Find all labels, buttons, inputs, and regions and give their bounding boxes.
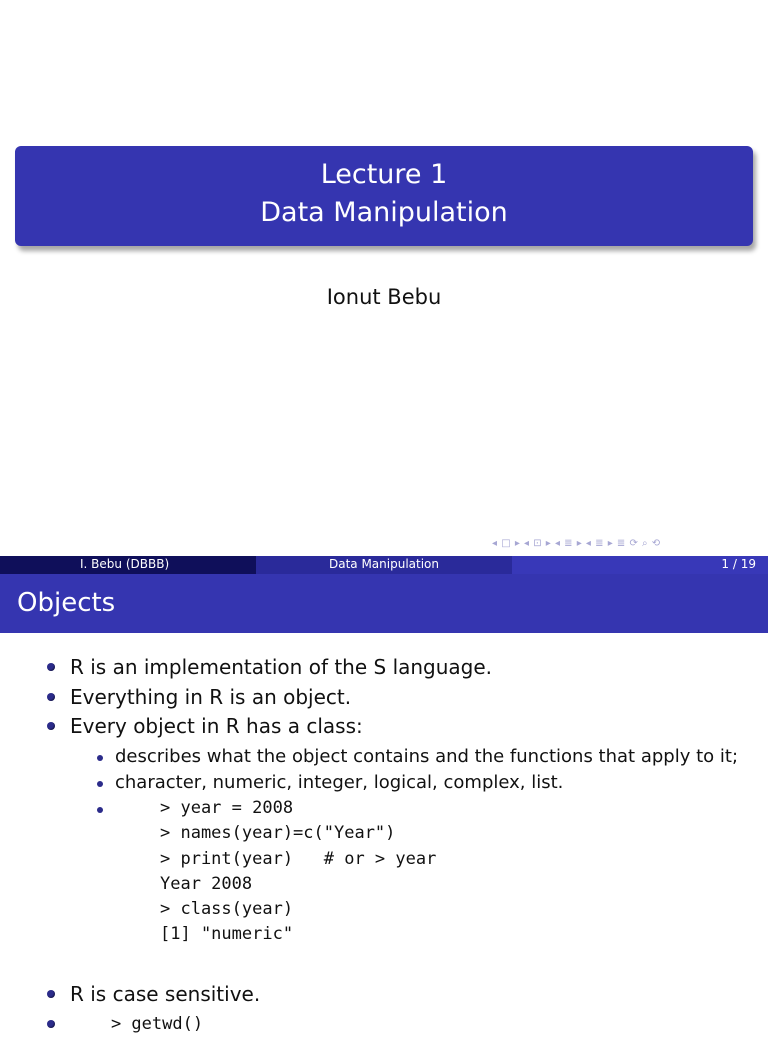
page-number-label: 1 / 19 xyxy=(721,557,756,571)
code-line: > names(year)=c("Year") xyxy=(160,823,396,844)
sub-bullet-icon xyxy=(97,781,103,787)
code-block xyxy=(160,796,436,948)
sub-bullet-item: character, numeric, integer, logical, complex, list. xyxy=(115,772,564,793)
sub-bullet-item: describes what the object contains and the functions that apply to it; xyxy=(115,746,739,767)
footer-author-label: I. Bebu (DBBB) xyxy=(80,557,170,571)
sub-bullet-icon xyxy=(97,755,103,761)
code-line: > print(year) # or > year xyxy=(160,848,437,869)
navigation-symbols[interactable]: ◂ □ ▸ ◂ ⊡ ▸ ◂ ≣ ▸ ◂ ≣ ▸ ≣ ⟳ ⌕ ⟲ xyxy=(492,538,661,549)
bullet-icon xyxy=(47,1020,55,1028)
bullet-icon xyxy=(47,663,55,671)
bullet-item: Everything in R is an object. xyxy=(70,685,352,709)
title-box xyxy=(15,146,753,246)
frame-title: Objects xyxy=(17,588,116,618)
slide-footer xyxy=(0,556,768,574)
bullet-item: Every object in R has a class: xyxy=(70,714,363,738)
code-line: Year 2008 xyxy=(160,873,253,894)
footer-title xyxy=(256,556,512,574)
code-line: [1] "numeric" xyxy=(160,924,294,945)
footer-page-number xyxy=(512,556,768,574)
footer-author xyxy=(0,556,256,574)
bullet-icon xyxy=(47,990,55,998)
author-name: Ionut Bebu xyxy=(326,285,442,309)
lecture-title: Data Manipulation xyxy=(260,197,508,228)
bullet-item: R is case sensitive. xyxy=(70,982,261,1006)
lecture-number: Lecture 1 xyxy=(320,159,448,190)
frame-title-bar xyxy=(0,574,768,633)
code-line: > year = 2008 xyxy=(160,798,294,818)
bullet-icon xyxy=(47,693,55,701)
partial-code-line: > getwd() xyxy=(70,1014,204,1034)
footer-title-label: Data Manipulation xyxy=(328,557,439,571)
bullet-icon xyxy=(47,722,55,730)
code-line: > class(year) xyxy=(160,899,294,920)
bullet-item: R is an implementation of the S language. xyxy=(70,655,493,679)
sub-bullet-icon xyxy=(97,807,103,813)
slide-content xyxy=(0,633,768,1034)
